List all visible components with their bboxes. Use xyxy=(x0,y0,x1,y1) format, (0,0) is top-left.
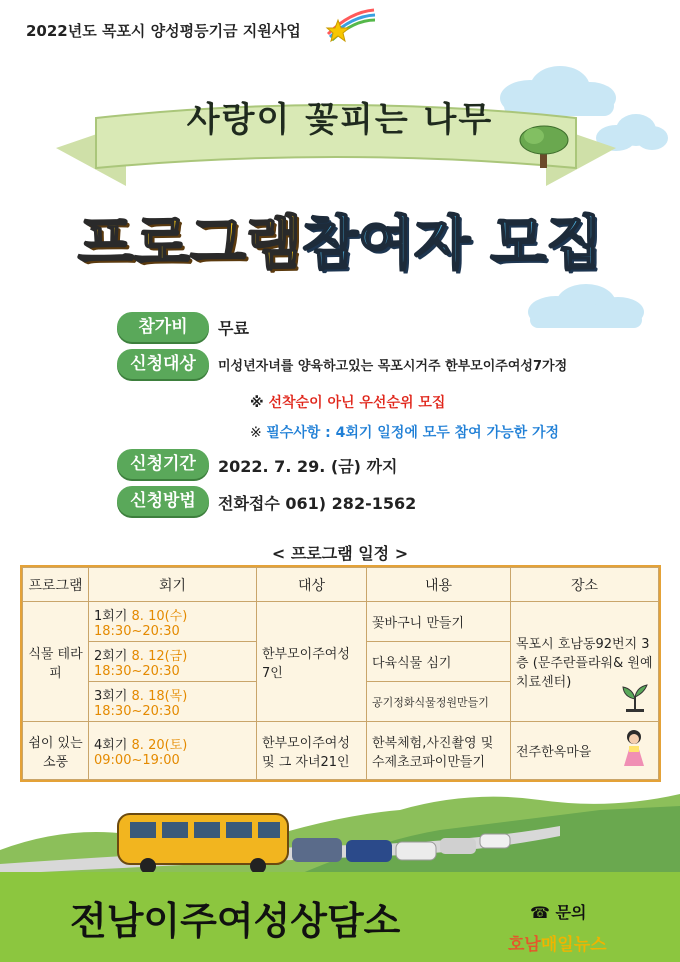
ribbon-title: 사랑이 꽃피는 나무 xyxy=(186,100,494,140)
schedule-table xyxy=(20,565,661,782)
table-row xyxy=(23,602,659,642)
note-mark: ※ xyxy=(250,425,262,441)
content-cell: 다육식물 심기 xyxy=(367,642,511,682)
note-priority xyxy=(250,392,445,412)
program-cell: 식물 테라피 xyxy=(23,602,89,722)
person-icon xyxy=(620,728,648,768)
note-required-text: 필수사항 : 4회기 일정에 모두 참여 가능한 가정 xyxy=(266,425,560,441)
note-priority-text: 선착순이 아닌 우선순위 모집 xyxy=(268,395,446,411)
target-label: 신청대상 xyxy=(117,349,209,379)
program-cell: 쉼이 있는 소풍 xyxy=(23,722,89,780)
fee-value: 무료 xyxy=(218,319,249,338)
note-mark: ※ xyxy=(250,395,264,411)
target-cell: 한부모이주여성및 그 자녀21인 xyxy=(257,722,367,780)
period-value: 2022. 7. 29. (금) 까지 xyxy=(218,457,398,476)
session-cell: 1회기 8. 10(수) 18:30~20:30 xyxy=(89,602,257,642)
header-place: 장소 xyxy=(511,568,659,602)
content-cell: 한복체험,사진촬영 및 수제초코파이만들기 xyxy=(367,722,511,780)
method-label: 신청방법 xyxy=(117,486,209,516)
place-cell: 목포시 호남동92번지 3층 (문주란플라워& 원예치료센터) xyxy=(511,602,659,722)
session-cell: 3회기 8. 18(목) 18:30~20:30 xyxy=(89,682,257,722)
headline-part1: 프로그램 xyxy=(77,209,302,277)
header-target: 대상 xyxy=(257,568,367,602)
plant-icon xyxy=(620,683,650,713)
project-subtitle: 2022년도 목포시 양성평등기금 지원사업 xyxy=(26,22,301,40)
target-cell: 한부모이주여성 7인 xyxy=(257,602,367,722)
tree-icon xyxy=(516,122,572,168)
contact-label: ☎ 문의 xyxy=(530,903,587,922)
news-logo: 호남매일뉴스 xyxy=(508,935,607,955)
session-cell: 4회기 8. 20(토) 09:00~19:00 xyxy=(89,722,257,780)
bus-icon xyxy=(118,814,288,874)
table-row xyxy=(23,722,659,780)
header-content: 내용 xyxy=(367,568,511,602)
headline-part2: 참여자 모집 xyxy=(301,209,603,277)
header-session: 회기 xyxy=(89,568,257,602)
place-cell: 전주한옥마을 xyxy=(511,722,659,780)
fee-label: 참가비 xyxy=(117,312,209,342)
target-value: 미성년자녀를 양육하고있는 목포시거주 한부모이주여성7가정 xyxy=(218,359,568,374)
headline xyxy=(0,196,680,280)
content-cell: 꽃바구니 만들기 xyxy=(367,602,511,642)
schedule-title: < 프로그램 일정 > xyxy=(271,544,409,563)
center-name: 전남이주여성상담소 xyxy=(70,899,401,943)
period-label: 신청기간 xyxy=(117,449,209,479)
header-program: 프로그램 xyxy=(23,568,89,602)
content-cell: 공기정화식물정원만들기 xyxy=(367,682,511,722)
phone-icon: ☎ xyxy=(530,903,550,922)
landscape-illustration xyxy=(0,780,680,874)
cloud-icon xyxy=(520,282,650,332)
method-value: 전화접수 061) 282-1562 xyxy=(218,494,417,513)
note-required xyxy=(250,422,559,442)
star-icon xyxy=(320,4,376,44)
session-cell: 2회기 8. 12(금) 18:30~20:30 xyxy=(89,642,257,682)
